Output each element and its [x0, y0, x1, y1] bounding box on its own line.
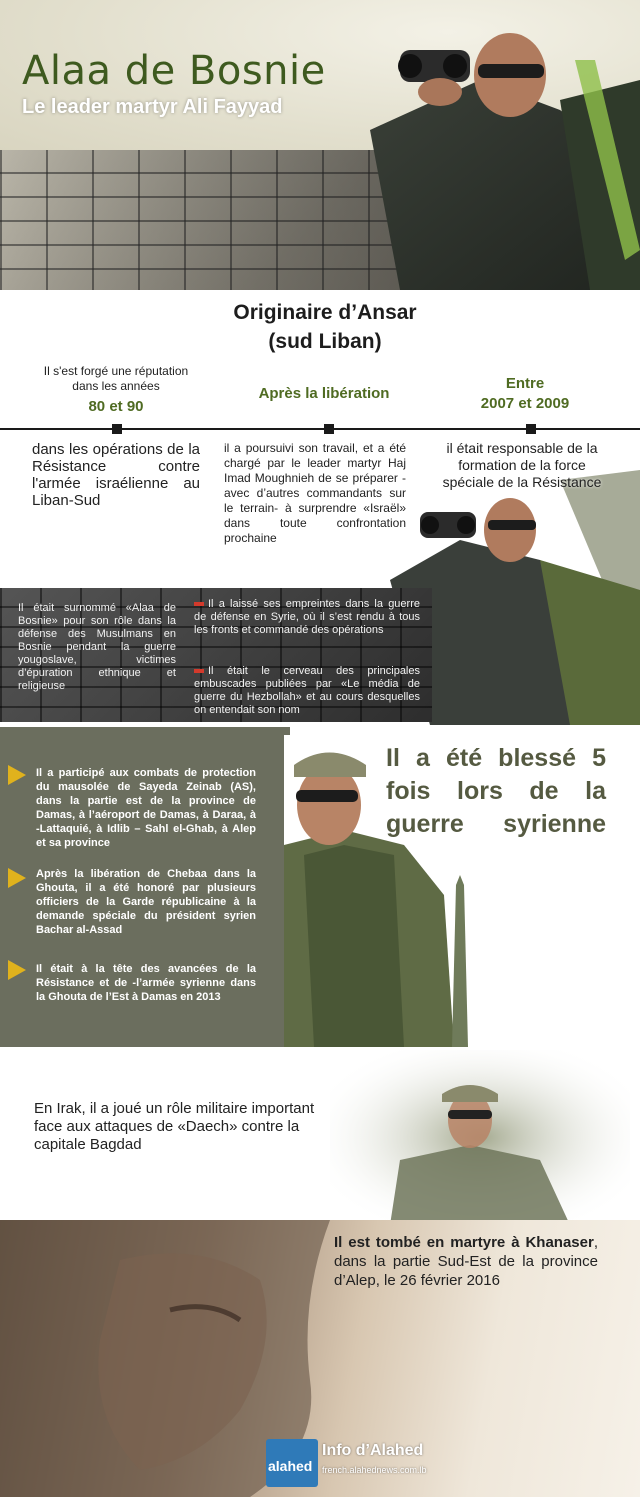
soldier-binoculars-image — [360, 20, 640, 290]
martyrdom-rest: , dans la partie Sud-Est de la province d’Alep, le 26 février 2016 — [334, 1234, 598, 1289]
triangle-bullet-icon — [8, 960, 26, 980]
wounded-headline: Il a été blessé 5 fois lors de la guerre syrienne — [386, 744, 606, 838]
timeline-text-2: il a poursuivi son travail, et a été chargé par le leader martyr Haj Imad Moughnieh de se préparer -avec d’autres commandants sur le terrain- à surprendre «Israël» dans toute confrontation prochaine — [224, 441, 406, 545]
iraq-text: En Irak, il a joué un rôle militaire important face aux attaques de «Daech» contre la capitale Bagdad — [34, 1100, 315, 1153]
dark-item-1-text: Il a laissé ses empreintes dans la guerre de défense en Syrie, où il s’est rendu à tous les fronts et commandé des opérations — [194, 598, 420, 636]
triangle-bullet-icon — [8, 765, 26, 785]
timeline-pre-1: Il s'est forgé une réputation dans les années — [43, 364, 189, 393]
dark-item-2 — [194, 665, 420, 717]
header-banner — [0, 0, 640, 290]
timeline-pre-3: Entre — [505, 375, 545, 392]
timeline-head-2 — [232, 384, 416, 404]
timeline-text-3: il était responsable de la formation de la force spéciale de la Résistance — [442, 440, 602, 490]
olive-bullet-3: Il était à la tête des avancées de la Résistance et de -l’armée syrienne dans la Ghouta de l’Est à Damas en 2013 — [36, 963, 256, 1003]
page-subtitle: Le leader martyr Ali Fayyad — [22, 96, 283, 118]
footer-title: Info d’Alahed — [322, 1442, 424, 1459]
timeline-marker-3 — [526, 424, 536, 434]
timeline-head-3 — [450, 374, 600, 414]
origin-line-2: (sud Liban) — [268, 330, 382, 353]
red-dash-icon — [194, 669, 204, 673]
soldier-iraq-image — [330, 1050, 630, 1225]
martyrdom-bold: Il est tombé en martyre à Khanaser — [334, 1234, 594, 1251]
timeline-marker-1 — [112, 424, 122, 434]
bosnia-text: Il était surnommé «Alaa de Bosnie» pour son rôle dans la défense des Musulmans en Bosnie pendant la guerre yougoslave, victimes d’épuration ethnique et religieuse — [18, 602, 176, 692]
olive-bullet-2: Après la libération de Chebaa dans la Ghouta, il a été honoré par plusieurs officiers de la Garde républicaine à la demande spéciale du président syrien Bachar al-Assad — [36, 868, 256, 936]
page-title: Alaa de Bosnie — [22, 48, 326, 94]
red-dash-icon — [194, 602, 204, 606]
timeline-period-2: Après la libération — [258, 385, 390, 402]
timeline-period-3: 2007 et 2009 — [480, 395, 570, 412]
triangle-bullet-icon — [8, 868, 26, 888]
timeline-head-1 — [30, 364, 202, 417]
alahed-logo-text: alahed — [268, 1458, 313, 1474]
timeline-line — [0, 428, 640, 430]
origin-heading — [180, 298, 470, 356]
dark-item-1 — [194, 598, 420, 637]
timeline-marker-2 — [324, 424, 334, 434]
origin-line-1: Originaire d’Ansar — [233, 301, 417, 324]
footer-url: french.alahednews.com.lb — [322, 1465, 427, 1475]
martyrdom-text — [334, 1233, 598, 1290]
timeline-text-1: dans les opérations de la Résistance contre l'armée israélienne au Liban-Sud — [32, 441, 200, 509]
olive-bullet-1: Il a participé aux combats de protection du mausolée de Sayeda Zeinab (AS), dans la partie est de la province de Damas, à l’aéroport de Damas, à Daraa, à -Lattaquié, à Idlib – Sahl el-Ghab, à Alep et sa province — [36, 767, 256, 849]
dark-item-2-text: Il était le cerveau des principales embuscades publiées par «Le média de guerre du Hezbollah» et au cours desquelles on entendait son nom — [194, 665, 420, 716]
timeline-period-1: 80 et 90 — [88, 398, 144, 415]
